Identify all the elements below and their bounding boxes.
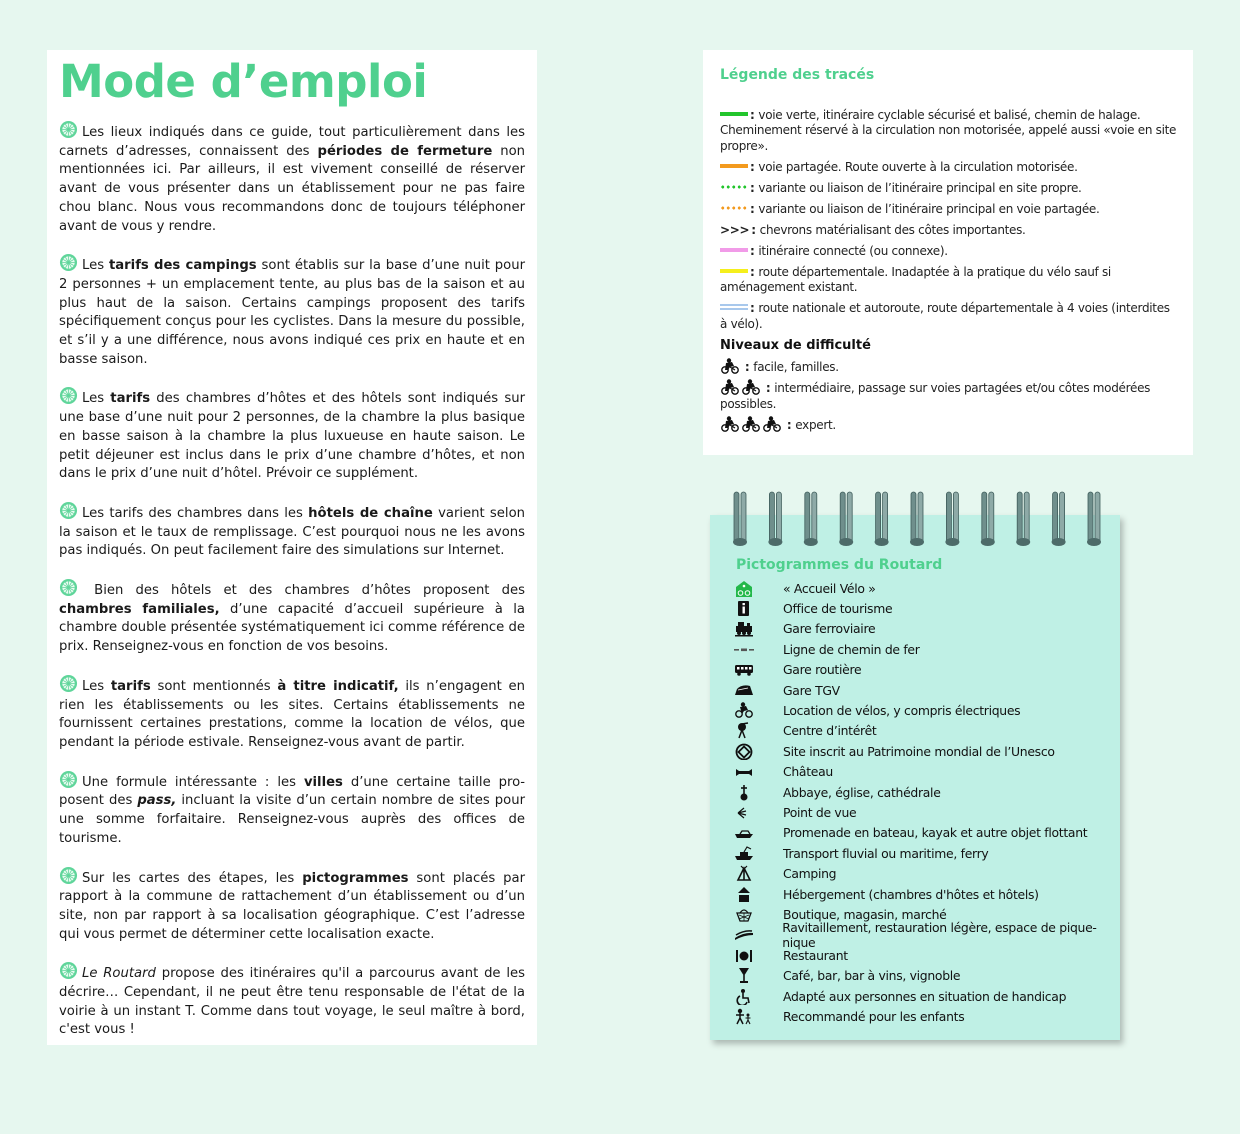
pictogram-item <box>734 762 1124 782</box>
paragraph-text: sont établis sur la base d’une nuit pour 2 personnes + un emplacement tente, au plus bas de la saison et au plus haut de la saison. Certains campings proposent des tarifs spécifiquement conçus pour les cyclistes. Dans la mesure du possible, et s’il y a une différence, nous avons indiqué ces prix en haute et en basse saison. <box>59 258 525 367</box>
paragraph-text: d’une certaine taille proposent des <box>59 774 526 809</box>
pictogram-item <box>734 1006 1124 1026</box>
paragraph-text: incluant la visite d’un certain nombre de sites pour une somme forfaitaire. Renseignez-vous auprès des offices de tourisme. <box>59 793 525 846</box>
pictogram-label: Office de tourisme <box>783 601 893 617</box>
bike-wheel-bullet-icon <box>59 770 78 789</box>
spiral-ring <box>875 492 889 546</box>
pictogram-label: Location de vélos, y compris électriques <box>783 703 1021 719</box>
bike-wheel-bullet-icon <box>59 386 78 405</box>
pictogram-label: Centre d’intérêt <box>783 723 877 739</box>
pictogram-label: Château <box>783 764 833 780</box>
colon-separator: : <box>762 381 775 395</box>
pictogram-item <box>734 843 1124 863</box>
cyclist-icon <box>720 379 741 395</box>
colon-separator: : <box>750 301 759 315</box>
pictogram-item <box>734 700 1124 720</box>
emphasis-text: hôtels de chaîne <box>308 505 433 521</box>
bike-wheel-bullet-icon <box>59 866 78 885</box>
cyclist-icon <box>741 416 762 432</box>
info-paragraph <box>59 674 525 753</box>
page-title: Mode d’emploi <box>59 55 428 108</box>
pictogram-item <box>734 802 1124 822</box>
emphasis-text: pass, <box>137 793 177 809</box>
pictogram-item <box>734 639 1124 659</box>
pictogram-label: Gare routière <box>783 662 862 678</box>
difficulty-item <box>720 379 1177 412</box>
emphasis-text: villes <box>303 774 343 790</box>
pictogram-label: Gare ferroviaire <box>783 621 876 637</box>
legend-list <box>720 108 1177 333</box>
paragraph-text: Les lieux indiqués dans ce guide, tout particulièrement dans les carnets d’adresses, connaissent des <box>59 125 525 159</box>
legend-text: voie partagée. Route ouverte à la circulation motorisée. <box>758 159 1078 174</box>
pictogram-item <box>734 598 1124 618</box>
emphasis-text: pictogrammes <box>302 870 409 886</box>
pictogram-item <box>734 680 1124 700</box>
info-paragraph <box>59 770 525 849</box>
legend-item <box>720 223 1177 239</box>
info-paragraph <box>59 866 525 945</box>
paragraph-text: Sur les cartes des étapes, les <box>82 870 303 886</box>
paragraph-text: propose des itinéraires qu'il a parcourus avant de les décrire… Cependant, il ne peut être tenu responsable de l'état de la voirie à un instant T. Comme dans tout voyage, le seul maître à bord, c'est vous ! <box>59 966 525 1038</box>
colon-separator: : <box>750 243 759 258</box>
pictogram-label: Adapté aux personnes en situation de handicap <box>783 988 1067 1004</box>
pictogram-label: Ligne de chemin de fer <box>783 641 920 657</box>
shop-basket-icon <box>734 905 783 923</box>
cyclist-icon <box>741 379 762 395</box>
sandwich-icon <box>734 926 782 944</box>
paragraph-text: sont placés par rapport à la commune de rattachement d’un établissement ou d’un site, non par rapport à sa localisation géographique. C’est l’adresse qui vous permet de déterminer cette localisation exacte. <box>59 870 525 942</box>
bus-icon <box>734 661 783 679</box>
pictograms-title: Pictogrammes du Routard <box>736 557 943 573</box>
legend-item <box>720 160 1177 176</box>
emphasis-text: tarifs <box>110 391 151 407</box>
legend-text: itinéraire connecté (ou connexe). <box>758 243 948 258</box>
spiral-binding <box>718 490 1118 550</box>
paragraph-text: des chambres d’hôtes et des hôtels sont indiqués sur une base d’une nuit pour 2 personnes, de la chambre la plus basique en basse saison à la chambre la plus luxueuse en haute saison. Le petit déjeuner est inclus dans le prix d’une chambre d’hôtes, et non dans le prix d’une nuit d’hôtel. Prévoir ce supplément. <box>59 391 525 482</box>
emphasis-text: tarifs <box>110 678 151 694</box>
wine-glass-icon <box>734 967 783 985</box>
bike-wheel-bullet-icon <box>59 578 78 597</box>
cyclist-icon <box>762 416 783 432</box>
pictogram-item <box>734 919 1124 950</box>
chevrons-icon: >>> <box>720 222 750 237</box>
pictogram-list <box>734 578 1124 1027</box>
bike-wheel-bullet-icon <box>59 961 78 980</box>
spiral-ring <box>945 492 959 546</box>
difficulty-title: Niveaux de difficulté <box>720 338 871 353</box>
line-swatch-icon <box>720 248 748 252</box>
legend-item <box>720 108 1177 155</box>
line-swatch-icon <box>720 269 748 273</box>
info-paragraph <box>59 386 525 484</box>
point-of-interest-icon <box>734 722 783 740</box>
spiral-ring <box>910 492 924 546</box>
legend-title: Légende des tracés <box>720 67 875 83</box>
train-icon <box>734 620 783 638</box>
pictogram-item <box>734 823 1124 843</box>
paragraph-text: Bien des hôtels et des chambres d’hôtes proposent des <box>82 583 525 599</box>
info-paragraph <box>59 501 525 561</box>
pictogram-label: Camping <box>783 866 837 882</box>
church-icon <box>734 783 783 801</box>
colon-separator: : <box>750 180 759 195</box>
difficulty-item <box>720 416 1177 434</box>
lodging-icon <box>734 885 783 903</box>
info-paragraph <box>59 120 525 236</box>
legend-text: voie verte, itinéraire cyclable sécurisé et balisé, chemin de halage. Cheminement réservé à la circulation non motorisée, appelé aussi «voie en site propre». <box>720 107 1177 153</box>
pictogram-label: Site inscrit au Patrimoine mondial de l’Unesco <box>783 743 1055 759</box>
pictogram-item <box>734 986 1124 1006</box>
cyclist-icon <box>720 358 741 374</box>
info-icon <box>734 600 783 618</box>
paragraph-text: Les <box>82 678 111 694</box>
legend-text: route nationale et autoroute, route départementale à 4 voies (interdites à vélo). <box>720 301 1170 331</box>
spiral-ring <box>1087 492 1101 546</box>
pictogram-label: Promenade en bateau, kayak et autre objet flottant <box>783 825 1088 841</box>
mode-emploi-panel <box>47 50 537 1045</box>
bike-wheel-bullet-icon <box>59 501 78 520</box>
viewpoint-icon <box>734 803 783 821</box>
line-swatch-icon <box>720 164 748 168</box>
pictogram-label: Recommandé pour les enfants <box>783 1008 965 1024</box>
legend-text: chevrons matérialisant des côtes importantes. <box>759 222 1026 237</box>
legend-text: variante ou liaison de l’itinéraire principal en voie partagée. <box>758 201 1100 216</box>
bike-wheel-bullet-icon <box>59 253 78 272</box>
pictogram-label: Ravitaillement, restauration légère, espace de pique-nique <box>782 919 1097 950</box>
paragraph-text: Une formule intéressante : les <box>82 774 304 790</box>
info-paragraph <box>59 578 525 657</box>
paragraph-text: Les <box>82 391 111 407</box>
pictogram-item <box>734 660 1124 680</box>
legend-panel <box>703 50 1193 455</box>
pictogram-item <box>734 619 1124 639</box>
pictogram-item <box>734 741 1124 761</box>
spiral-ring <box>804 492 818 546</box>
paragraph-text: sont mentionnés <box>150 678 278 694</box>
pictogram-item <box>734 782 1124 802</box>
camping-icon <box>734 865 783 883</box>
paragraph-text: Les tarifs des chambres dans les <box>82 505 309 521</box>
pictogram-label: Restaurant <box>783 947 848 963</box>
legend-item <box>720 265 1177 296</box>
paragraph-text: d’une capacité d’accueil supérieure à la chambre double présentée systématiquement ici comme référence de prix. Renseignez-vous en fonction de vos besoins. <box>59 601 525 655</box>
paragraph-text: non mentionnées ici. Par ailleurs, il est vivement conseillé de réserver avant de vous présenter dans un établissement pour ne pas faire chou blanc. Nous vous recommandons donc de toujours téléphoner avant de vous y rendre. <box>59 143 526 234</box>
emphasis-text: chambres familiales, <box>59 601 220 617</box>
pictogram-item <box>734 721 1124 741</box>
legend-item <box>720 181 1177 197</box>
restaurant-icon <box>734 946 783 964</box>
pictogram-label: Hébergement (chambres d'hôtes et hôtels) <box>783 886 1039 902</box>
boat-icon <box>734 824 783 842</box>
difficulty-text: facile, familles. <box>753 359 839 374</box>
dotted-line-swatch-icon <box>720 185 748 189</box>
pictogram-label: Gare TGV <box>783 682 840 698</box>
children-icon <box>734 1007 783 1025</box>
emphasis-text: périodes de fermeture <box>317 143 493 159</box>
pictogram-label: Boutique, magasin, marché <box>783 906 947 922</box>
spiral-ring <box>1052 492 1066 546</box>
pictogram-item <box>734 965 1124 985</box>
colon-separator: : <box>751 222 760 237</box>
tgv-icon <box>734 681 783 699</box>
legend-text: variante ou liaison de l’itinéraire principal en site propre. <box>758 180 1082 195</box>
difficulty-text: expert. <box>795 418 836 432</box>
double-line-swatch-icon <box>720 304 748 310</box>
spiral-ring <box>733 492 747 546</box>
colon-separator: : <box>750 201 759 216</box>
spiral-ring <box>768 492 782 546</box>
dotted-line-swatch-icon <box>720 206 748 210</box>
ferry-icon <box>734 844 783 862</box>
bike-wheel-bullet-icon <box>59 120 78 139</box>
accessibility-icon <box>734 987 783 1005</box>
unesco-icon <box>734 742 783 760</box>
paragraph-text: Les <box>82 258 109 274</box>
paragraph-text: ils n’engagent en rien les établissements ou les sites. Certains établissements ne fournissent certaines prestations, comme la location de vélos, que pendant la période estivale. Renseignez-vous avant de partir. <box>59 678 526 750</box>
bike-rental-icon <box>734 702 783 720</box>
railway-line-icon <box>734 640 783 658</box>
pictogram-item <box>734 578 1124 598</box>
paragraph-text: varient selon la saison et le taux de remplissage. C’est pourquoi nous ne les avons pas indiqués. On peut facilement faire des simulations sur Internet. <box>59 505 526 559</box>
pictogram-label: Café, bar, bar à vins, vignoble <box>783 968 961 984</box>
pictogram-label: Abbaye, église, cathédrale <box>783 784 941 800</box>
colon-separator: : <box>783 418 796 432</box>
info-paragraph <box>59 253 525 369</box>
difficulty-item <box>720 358 1177 376</box>
spiral-ring <box>1016 492 1030 546</box>
line-swatch-icon <box>720 112 748 116</box>
paragraph-list <box>59 120 525 1040</box>
pictogram-label: « Accueil Vélo » <box>783 580 876 596</box>
difficulty-list <box>720 358 1177 434</box>
legend-item <box>720 244 1177 260</box>
emphasis-text: à titre indicatif, <box>277 678 399 694</box>
info-paragraph <box>59 961 525 1040</box>
legend-item <box>720 202 1177 218</box>
colon-separator: : <box>750 159 759 174</box>
pictogram-item <box>734 863 1124 883</box>
castle-icon <box>734 763 783 781</box>
pictogram-label: Point de vue <box>783 804 857 820</box>
pictogram-item <box>734 884 1124 904</box>
legend-text: route départementale. Inadaptée à la pratique du vélo sauf si aménagement existant. <box>720 264 1111 294</box>
colon-separator: : <box>750 107 759 122</box>
pictogram-label: Transport fluvial ou maritime, ferry <box>783 845 989 861</box>
bike-wheel-bullet-icon <box>59 674 78 693</box>
colon-separator: : <box>750 264 759 279</box>
paragraph-text: Le Routard <box>82 966 156 982</box>
emphasis-text: tarifs des campings <box>108 258 257 274</box>
spiral-ring <box>981 492 995 546</box>
colon-separator: : <box>741 359 754 374</box>
legend-item <box>720 301 1177 332</box>
cyclist-icon <box>720 416 741 432</box>
accueil-velo-icon <box>734 579 783 597</box>
spiral-ring <box>839 492 853 546</box>
difficulty-text: intermédiaire, passage sur voies partagées et/ou côtes modérées possibles. <box>720 381 1151 411</box>
